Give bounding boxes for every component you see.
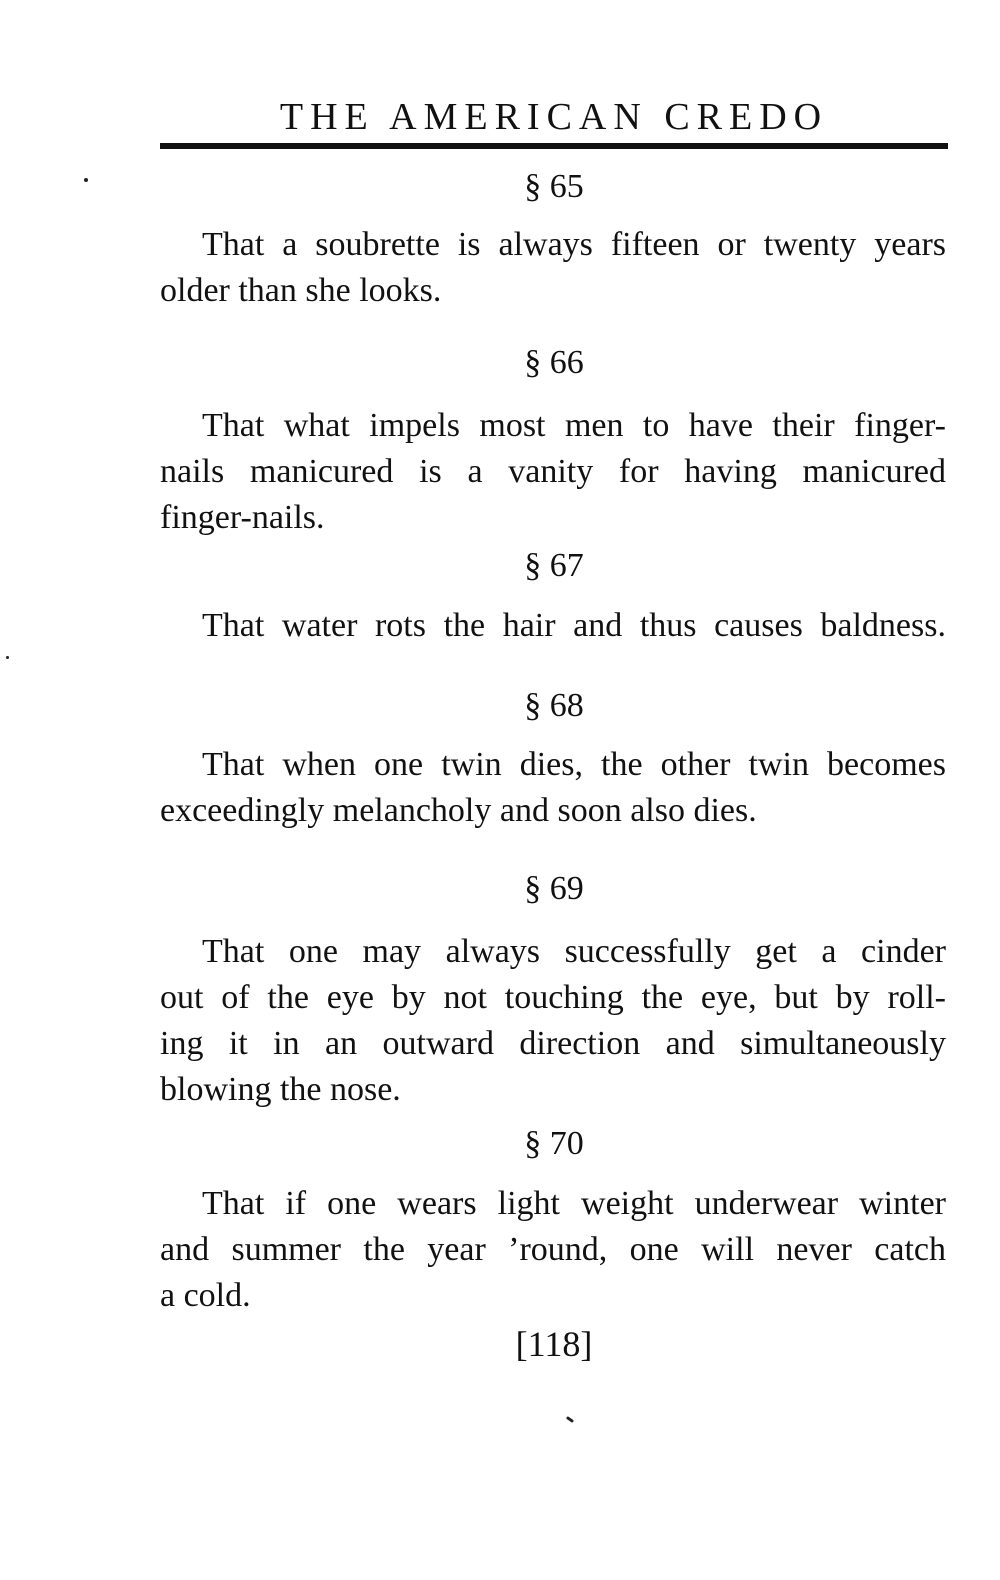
section-mark-69: § 69 <box>524 870 584 907</box>
section-mark-65: § 65 <box>524 168 584 205</box>
paragraph-67 <box>160 603 946 649</box>
section-mark-66: § 66 <box>524 344 584 381</box>
text-line: That what impels most men to have their finger- <box>202 407 946 444</box>
text-line: finger-nails. <box>160 499 325 536</box>
text-line: blowing the nose. <box>160 1071 401 1108</box>
paragraph-69 <box>160 929 946 1113</box>
paragraph-68 <box>160 742 946 834</box>
text-line: That if one wears light weight underwear winter <box>202 1185 946 1222</box>
paragraph-65 <box>160 222 946 314</box>
scan-speck <box>84 178 88 182</box>
scan-speck <box>566 1416 574 1423</box>
header-rule <box>160 143 948 149</box>
section-mark-67: § 67 <box>524 547 584 584</box>
text-line: older than she looks. <box>160 272 442 309</box>
text-line: a cold. <box>160 1277 251 1314</box>
text-line: That one may always successfully get a cinder <box>202 933 946 970</box>
scan-speck <box>6 656 9 659</box>
text-line: That a soubrette is always fifteen or twenty years <box>202 226 946 263</box>
paragraph-66 <box>160 403 946 541</box>
text-line: That when one twin dies, the other twin becomes <box>202 746 946 783</box>
text-line: ing it in an outward direction and simultaneously <box>160 1025 946 1062</box>
text-line: and summer the year ’round, one will never catch <box>160 1231 946 1268</box>
paragraph-70 <box>160 1181 946 1319</box>
text-line: nails manicured is a vanity for having manicured <box>160 453 946 490</box>
section-mark-68: § 68 <box>524 687 584 724</box>
text-line: exceedingly melancholy and soon also dies. <box>160 792 757 829</box>
section-mark-70: § 70 <box>524 1125 584 1162</box>
running-head: THE AMERICAN CREDO <box>279 96 829 138</box>
text-line: out of the eye by not touching the eye, but by roll- <box>160 979 946 1016</box>
page-number: [118] <box>515 1324 593 1364</box>
text-line: That water rots the hair and thus causes baldness. <box>202 607 946 644</box>
